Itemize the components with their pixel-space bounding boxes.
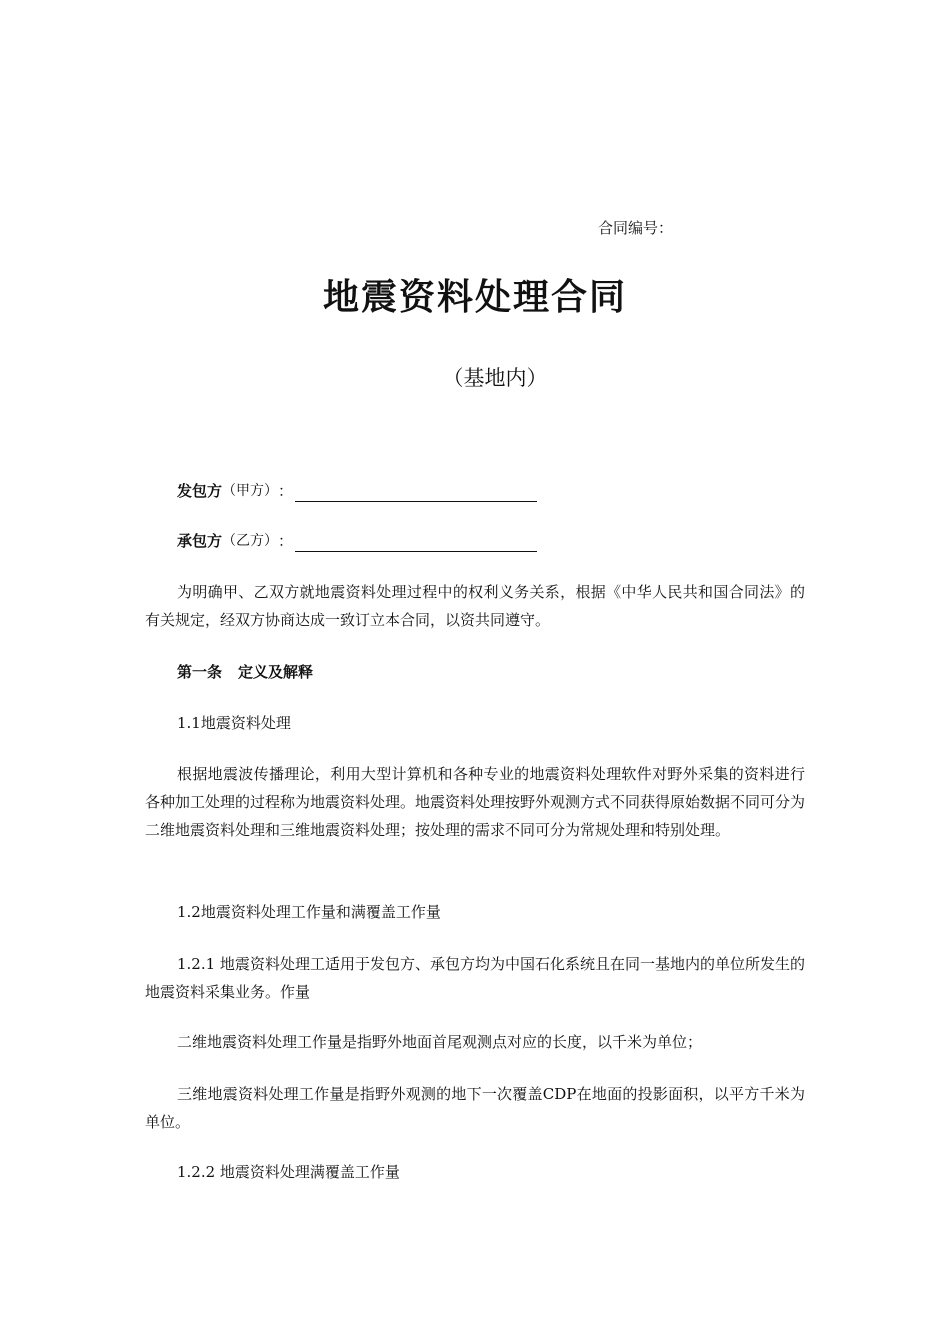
document-title: 地震资料处理合同 bbox=[322, 276, 627, 318]
section-1-2-1-paragraph: 1.2.1 地震资料处理工适用于发包方、承包方均为中国石化系统且在同一基地内的单位所发生的地震资料采集业务。作量 bbox=[145, 955, 805, 1001]
section-1-2-2-heading: 1.2.2 地震资料处理满覆盖工作量 bbox=[177, 1163, 400, 1181]
section-1-2-heading: 1.2地震资料处理工作量和满覆盖工作量 bbox=[177, 903, 441, 921]
article-1-number: 第一条 bbox=[177, 663, 223, 681]
party-a-line bbox=[177, 480, 537, 502]
party-a-colon: ： bbox=[278, 482, 294, 500]
section-1-1-body: 根据地震波传播理论，利用大型计算机和各种专业的地震资料处理软件对野外采集的资料进行各种加工处理的过程称为地震资料处理。地震资料处理按野外观测方式不同获得原始数据不同可分为二维地震资料处理和三维地震资料处理；按处理的需求不同可分为常规处理和特别处理。 bbox=[145, 765, 806, 839]
party-b-blank-line[interactable] bbox=[295, 535, 537, 552]
two-d-workload-paragraph: 二维地震资料处理工作量是指野外地面首尾观测点对应的长度，以千米为单位； bbox=[177, 1033, 703, 1051]
party-b-colon: ： bbox=[278, 532, 294, 550]
party-b-line bbox=[177, 530, 537, 552]
party-a-blank-line[interactable] bbox=[295, 485, 537, 502]
three-d-workload-paragraph: 三维地震资料处理工作量是指野外观测的地下一次覆盖CDP在地面的投影面积，以平方千米为单位。 bbox=[145, 1085, 805, 1131]
article-1-title: 定义及解释 bbox=[238, 663, 314, 681]
document-subtitle: （基地内） bbox=[442, 366, 548, 390]
contract-number-label: 合同编号： bbox=[598, 219, 674, 237]
section-1-1-heading: 1.1地震资料处理 bbox=[177, 714, 291, 732]
party-a-role: 发包方 bbox=[177, 482, 223, 500]
party-b-paren: （乙方） bbox=[222, 533, 279, 549]
party-b-role: 承包方 bbox=[177, 532, 223, 550]
article-1-heading bbox=[145, 658, 805, 686]
intro-paragraph: 为明确甲、乙双方就地震资料处理过程中的权利义务关系，根据《中华人民共和国合同法》的有关规定，经双方协商达成一致订立本合同，以资共同遵守。 bbox=[145, 583, 805, 629]
party-a-paren: （甲方） bbox=[222, 483, 279, 499]
